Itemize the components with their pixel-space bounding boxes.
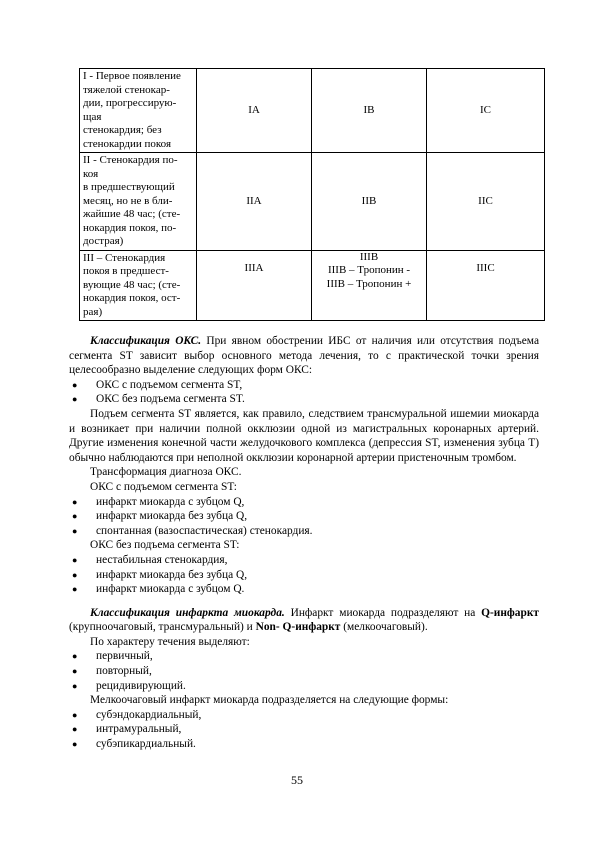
list-item [69,737,539,752]
bullet-icon: ● [72,709,78,720]
table-cell [427,250,545,321]
list-item [69,722,539,737]
table-cell [427,69,545,153]
cell-line: тяжелой стенокар- [83,83,170,96]
table-cell [197,153,312,251]
list-item-text: спонтанная (вазоспастическая) стенокардия. [96,524,313,537]
bullet-icon: ● [72,666,78,677]
table-cell [197,250,312,321]
paragraph: Подъем сегмента ST является, как правило, следствием трансмуральной ишемии миокарда и возникает при наличии полной окклюзии одной из магистральных коронарных артерий. Другие изменения конечной части желудочкового комплекса (депрессия ST, изменения зубца T) обычно наблюдаются при неполной окклюзии коронарной артерии пристеночным тромбом. [69,407,539,464]
bullet-icon: ● [72,379,78,390]
list-item [69,553,539,568]
cell-line: вующие 48 час; (сте- [83,278,181,291]
list-item-text: повторный, [96,665,152,678]
list-item-text: инфаркт миокарда без зубца Q, [96,568,248,581]
table-cell [312,153,427,251]
cell-line: стенокардии покоя [83,137,172,150]
term-q-infarct: Q-инфаркт [481,606,539,619]
cell-line: IC [480,103,491,116]
cell-line: дострая) [83,235,124,247]
cell-line: дии, прогрессирую- [83,97,177,109]
table-cell [197,69,312,153]
cell-line: IIA [246,194,262,207]
list-item-text: инфаркт миокарда с зубцом Q. [96,583,245,596]
cell-line: месяц, но не в бли- [83,194,173,207]
list-item-text: субэндокардиальный, [96,708,202,721]
cell-line: II - Стенокардия по- [83,154,178,166]
cell-line: IA [248,103,260,116]
page-number: 55 [291,773,303,787]
cell-line: IIB [361,194,377,207]
list-item [69,378,539,393]
table-cell [312,250,427,321]
cell-line: IIIB – Тропонин + [326,277,412,290]
cell-line: IIIB [359,250,379,263]
list-item-text: первичный, [96,650,153,663]
paragraph-text: (крупноочаговый, трансмуральный) и [69,621,256,634]
cell-line: IIIC [476,261,495,274]
table-row [80,250,545,321]
cell-line: стенокардия; без [83,124,162,136]
cell-line: IB [363,103,375,116]
cell-line: щая [83,110,102,123]
list-item [69,495,539,510]
bullet-icon: ● [72,584,78,595]
bullet-icon: ● [72,651,78,662]
list-item-text: нестабильная стенокардия, [96,553,228,566]
list-item-text: инфаркт миокарда без зубца Q, [96,510,248,523]
list-item [69,649,539,664]
bullet-icon: ● [72,554,78,565]
list-item-text: инфаркт миокарда с зубцом Q, [96,495,245,508]
table-cell [80,69,197,153]
cell-line: коя [83,167,99,180]
table-cell [427,153,545,251]
list-item [69,509,539,524]
cell-line: нокардия покоя, ост- [83,292,181,304]
list-item [69,708,539,723]
cell-line: нокардия покоя, по- [83,221,177,234]
cell-line: жайшие 48 час; (сте- [83,208,181,220]
list-item-text: ОКС с подъемом сегмента ST, [96,378,243,391]
bullet-icon: ● [72,724,78,735]
paragraph-text: Инфаркт миокарда подразделяют на [284,606,482,619]
list-item-text: субэпикардиальный. [96,738,196,751]
paragraph [69,334,539,378]
paragraph-text: (мелкоочаговый). [340,621,428,634]
list-item-text: ОКС без подъема сегмента ST. [96,393,245,406]
paragraph: ОКС с подъемом сегмента ST: [90,480,237,493]
list-item [69,582,539,597]
paragraph [69,606,539,635]
table-cell [80,250,197,321]
cell-line: IIC [478,194,493,207]
table-row [80,153,545,251]
cell-line: IIIA [244,261,264,274]
term-non-q-infarct: Non- Q-инфаркт [255,621,341,634]
bullet-icon: ● [72,569,78,580]
paragraph: Мелкоочаговый инфаркт миокарда подразделяется на следующие формы: [90,694,449,707]
cell-line: I - Первое появление [83,70,181,82]
cell-line: III – Стенокардия [83,251,166,264]
list-item [69,664,539,679]
list-item-text: рецидивирующий. [96,679,186,692]
table-cell [312,69,427,153]
oks-section [69,334,539,752]
paragraph: По характеру течения выделяют: [90,635,250,648]
list-item [69,679,539,694]
paragraph: ОКС без подъема сегмента ST: [90,539,240,552]
bullet-icon: ● [72,680,78,691]
list-item-text: интрамуральный, [96,723,182,736]
bullet-icon: ● [72,496,78,507]
table-row [80,69,545,153]
bullet-icon: ● [72,525,78,536]
section-heading: Классификация ОКС. [90,335,202,347]
list-item [69,392,539,407]
table-cell [80,153,197,251]
paragraph: Трансформация диагноза ОКС. [90,466,242,479]
paragraph-text: При явном обострении ИБС от наличия или отсутствия подъема сегмента ST зависит выбор основного метода лечения, то с практической точки зрения целесообразно выделение следующих форм ОКС: [69,335,539,377]
cell-line: IIIB – Тропонин - [327,264,411,276]
cell-line: рая) [83,305,103,318]
cell-line: покоя в предшест- [83,265,169,277]
bullet-icon: ● [72,511,78,522]
bullet-icon: ● [72,739,78,750]
bullet-icon: ● [72,394,78,405]
list-item [69,568,539,583]
angina-classification-table [79,68,545,321]
section-heading: Классификация инфаркта миокарда. [90,606,285,619]
cell-line: в предшествующий [83,181,175,193]
list-item [69,524,539,539]
